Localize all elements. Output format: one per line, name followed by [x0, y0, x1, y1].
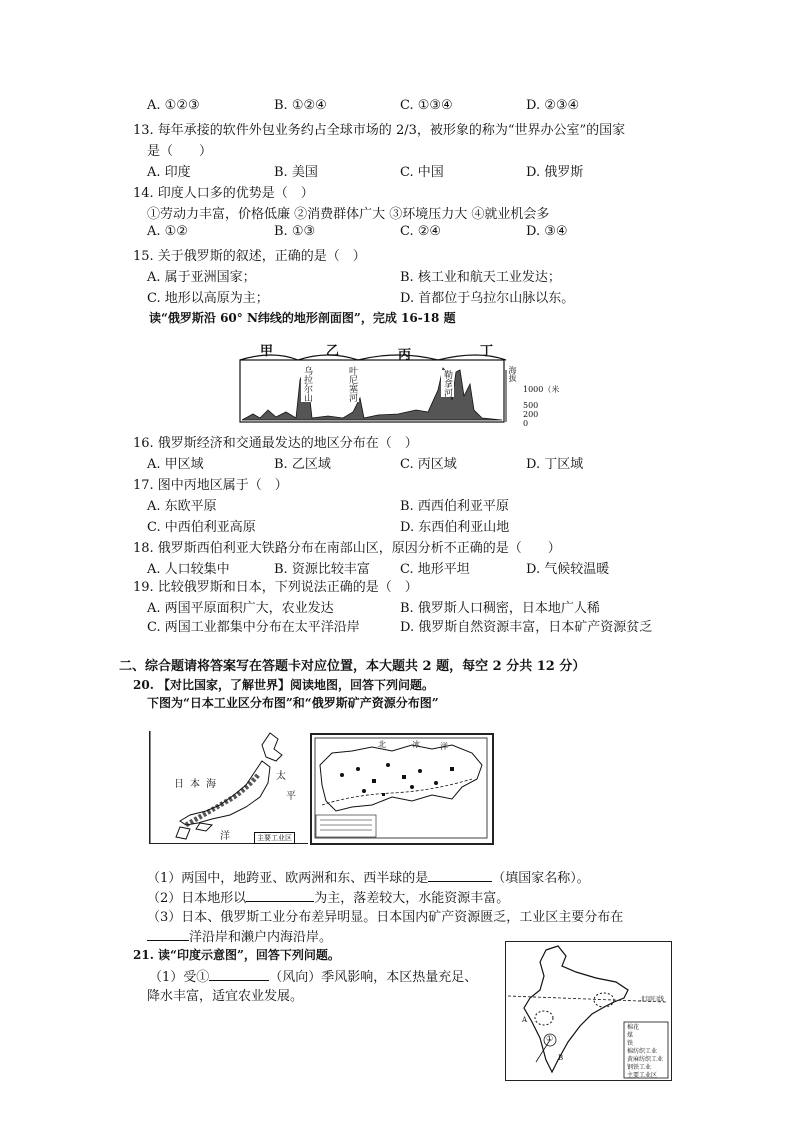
- terrain-profile-figure: [238, 340, 528, 428]
- q17-option-c: C. 中西伯利亚高原: [147, 520, 256, 535]
- q21-part1-mid: （风向）季风影响，本区热量充足、: [269, 970, 478, 985]
- q21-part1-cont: 降水丰富，适宜农业发展。: [147, 989, 304, 1004]
- region-ding: 丁: [480, 344, 494, 359]
- japan-label-ping: 平: [286, 791, 296, 802]
- japan-legend-industry: 主要工业区: [254, 832, 295, 844]
- japan-label-ben: 本: [190, 779, 200, 790]
- legend-cotton: 棉花: [627, 1024, 640, 1031]
- q19-option-b: B. 俄罗斯人口稠密，日本地广人稀: [400, 601, 600, 616]
- india-map: [505, 941, 672, 1081]
- altitude-legend: 海拔: [508, 366, 517, 382]
- q21-blank1[interactable]: [209, 968, 269, 981]
- q20-blank3[interactable]: [147, 928, 189, 941]
- tick-500: 500: [523, 401, 539, 410]
- q20-part2-tail: 为主，落差较大，水能资源丰富。: [314, 891, 510, 906]
- q13-stem-cont: 是（ ）: [147, 144, 213, 159]
- india-label-tropic: 北回归线: [640, 996, 665, 1003]
- tick-200: 200: [523, 410, 539, 419]
- q16-option-c: C. 丙区域: [400, 457, 457, 472]
- q18-option-d: D. 气候较温暖: [526, 562, 610, 577]
- region-jia: 甲: [260, 344, 274, 359]
- label-lena: 勒拿河: [442, 370, 452, 397]
- q16-option-b: B. 乙区域: [274, 457, 331, 472]
- q17-option-d: D. 东西伯利亚山地: [400, 520, 510, 535]
- q12-option-b: B. ①②④: [274, 98, 327, 113]
- q20-part2: [147, 887, 509, 906]
- q17-stem: 17. 图中丙地区属于（ ）: [133, 478, 288, 493]
- q21-heading: 21. 读“印度示意图”，回答下列问题。: [133, 948, 340, 962]
- q20-part3-cont: [147, 926, 332, 945]
- q20-part3-tail: 洋沿岸和濑户内海沿岸。: [189, 930, 333, 945]
- q20-part2-text: （2）日本地形以: [147, 891, 247, 906]
- q19-option-a: A. 两国平原面积广大，农业发达: [147, 601, 334, 616]
- q19-option-c: C. 两国工业都集中分布在太平洋沿岸: [147, 620, 360, 635]
- japan-label-ri: 日: [174, 779, 184, 790]
- legend-coal: 煤: [627, 1032, 634, 1039]
- legend-iron: 铁: [627, 1040, 634, 1047]
- q20-part1-tail: （填国家名称）。: [492, 871, 590, 886]
- legend-cotton-textile: 棉纺织工业: [627, 1048, 658, 1055]
- japan-label-hai: 海: [206, 779, 216, 790]
- russia-mineral-map: [310, 733, 494, 845]
- q18-option-c: C. 地形平坦: [400, 562, 470, 577]
- legend-jute-textile: 黄麻纺织工业: [627, 1056, 664, 1063]
- region-bing: 丙: [398, 348, 412, 363]
- russia-map-svg: [312, 735, 492, 843]
- legend-steel: 钢铁工业: [627, 1064, 652, 1071]
- profile-terrain: [242, 368, 502, 420]
- tick-1000: 1000（米: [523, 385, 560, 394]
- q20-heading: 20. 【对比国家，了解世界】阅读地图，回答下列问题。: [133, 678, 435, 692]
- india-label-a: A: [522, 1016, 528, 1024]
- q20-part1-text: （1）两国中，地跨亚、欧两洲和东、西半球的是: [147, 871, 429, 886]
- q12-option-d: D. ②③④: [526, 98, 580, 113]
- q14-option-b: B. ①③: [274, 224, 316, 239]
- q16-option-d: D. 丁区域: [526, 457, 584, 472]
- label-yenisei: 叶尼塞河: [347, 366, 357, 402]
- q21-part1-text: （1）受①: [149, 970, 210, 985]
- q20-subheading: 下图为“日本工业区分布图”和“俄罗斯矿产资源分布图”: [147, 696, 439, 710]
- q14-option-a: A. ①②: [147, 224, 188, 239]
- q15-stem: 15. 关于俄罗斯的叙述，正确的是（ ）: [133, 249, 366, 264]
- q12-option-c: C. ①③④: [400, 98, 453, 113]
- q13-option-b: B. 美国: [274, 165, 318, 180]
- q17-option-a: A. 东欧平原: [147, 499, 217, 514]
- q16-stem: 16. 俄罗斯经济和交通最发达的地区分布在（ ）: [133, 436, 418, 451]
- reading-instruction-profile: 读“俄罗斯沿 60° N纬线的地形剖面图”，完成 16-18 题: [149, 311, 456, 325]
- q13-option-d: D. 俄罗斯: [526, 165, 584, 180]
- q17-option-b: B. 西西伯利亚平原: [400, 499, 509, 514]
- region-brace: [240, 355, 506, 360]
- russia-label-bing: 冰: [412, 740, 420, 749]
- tick-0: 0: [523, 419, 529, 428]
- q14-items: ①劳动力丰富，价格低廉 ②消费群体广大 ③环境压力大 ④就业机会多: [147, 207, 550, 222]
- q15-option-b: B. 核工业和航天工业发达；: [400, 270, 561, 285]
- q19-stem: 19. 比较俄罗斯和日本，下列说法正确的是（ ）: [133, 580, 418, 595]
- q12-option-a: A. ①②③: [147, 98, 200, 113]
- india-label-circle1: ①: [546, 1034, 554, 1043]
- q19-option-d: D. 俄罗斯自然资源丰富，日本矿产资源贫乏: [400, 620, 653, 635]
- q13-option-a: A. 印度: [147, 165, 191, 180]
- russia-label-yang: 洋: [440, 742, 448, 751]
- q13-stem: 13. 每年承接的软件外包业务约占全球市场的 2/3，被形象的称为“世界办公室”的国家: [133, 123, 626, 138]
- q14-option-d: D. ③④: [526, 224, 568, 239]
- q20-part3: （3）日本、俄罗斯工业分布差异明显。日本国内矿产资源匮乏，工业区主要分布在: [147, 910, 624, 925]
- q16-option-a: A. 甲区域: [147, 457, 204, 472]
- q18-option-a: A. 人口较集中: [147, 562, 230, 577]
- japan-label-tai: 太: [276, 771, 286, 782]
- label-ural: 乌拉尔山: [302, 366, 312, 402]
- q15-option-a: A. 属于亚洲国家；: [147, 270, 256, 285]
- india-legend: [627, 1024, 663, 1080]
- q14-stem: 14. 印度人口多的优势是（ ）: [133, 186, 314, 201]
- q18-option-b: B. 资源比较丰富: [274, 562, 370, 577]
- japan-industry-map: [149, 731, 308, 844]
- japan-label-yang: 洋: [220, 831, 230, 842]
- q15-option-d: D. 首都位于乌拉尔山脉以东。: [400, 291, 575, 306]
- q13-option-c: C. 中国: [400, 165, 444, 180]
- q20-part1: [147, 867, 590, 886]
- section-two-heading: 二、综合题请将答案写在答题卡对应位置，本大题共 2 题，每空 2 分共 12 分）: [119, 659, 586, 674]
- india-label-b: B: [558, 1054, 564, 1062]
- q20-blank1[interactable]: [428, 869, 492, 882]
- q20-blank2[interactable]: [246, 889, 314, 902]
- legend-industrial-zone: 主要工业区: [627, 1072, 658, 1079]
- q21-part1: [149, 966, 477, 985]
- russia-label-bei: 北: [378, 740, 386, 749]
- q14-option-c: C. ②④: [400, 224, 442, 239]
- q18-stem: 18. 俄罗斯西伯利亚大铁路分布在南部山区，原因分析不正确的是（ ）: [133, 541, 561, 556]
- region-yi: 乙: [326, 344, 340, 359]
- q15-option-c: C. 地形以高原为主；: [147, 291, 269, 306]
